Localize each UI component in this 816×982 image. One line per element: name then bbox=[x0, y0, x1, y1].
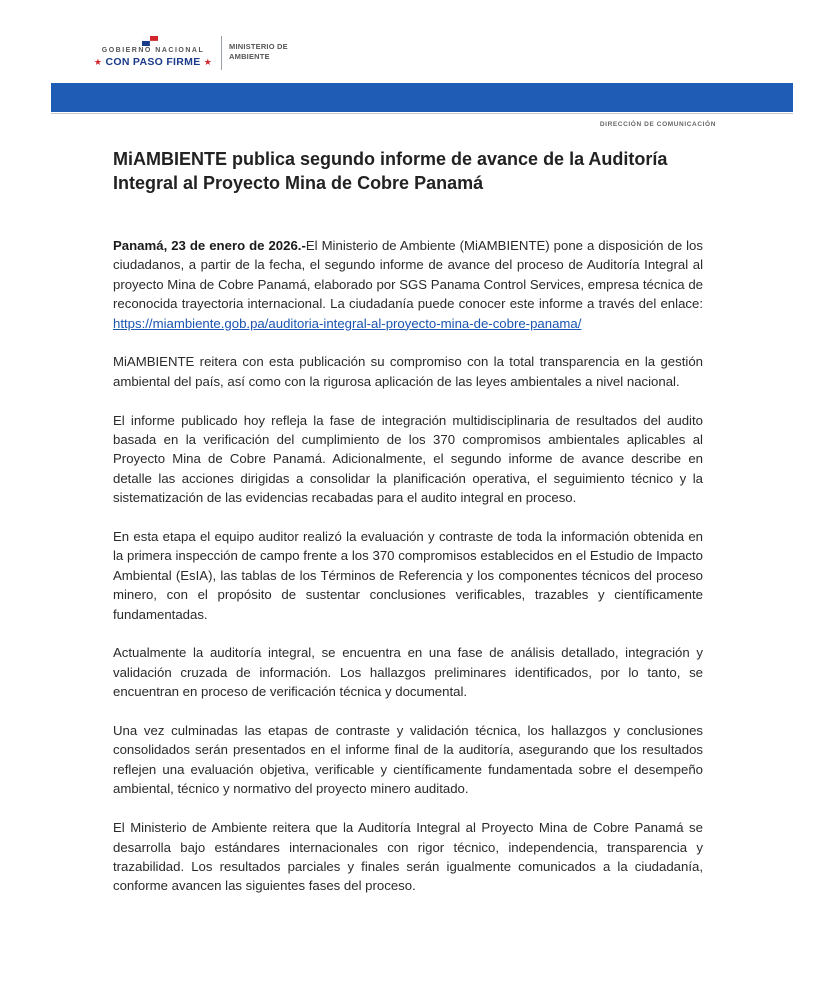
paragraph-2: MiAMBIENTE reitera con esta publicación su compromiso con la total transparencia en la gestión ambiental del país, así como con la rigurosa aplicación de las leyes ambientales a nivel nacional. bbox=[113, 354, 703, 389]
paragraph-1 bbox=[113, 236, 703, 333]
paragraph-5: Actualmente la auditoría integral, se encuentra en una fase de análisis detallado, integración y validación cruzada de información. Los hallazgos preliminares identificados, por lo tanto, se encuentran en proceso de verificación técnica y documental. bbox=[113, 645, 703, 700]
panama-flag-icon bbox=[142, 36, 158, 46]
paragraph-7: El Ministerio de Ambiente reitera que la Auditoría Integral al Proyecto Mina de Cobre Panamá se desarrolla bajo estándares internacionales con rigor técnico, independencia, transparencia y trazabilidad. Los resultados parciales y finales serán igualmente comunicados a la ciudadanía, conforme avancen las siguientes fases del proceso. bbox=[113, 820, 703, 894]
article-body bbox=[113, 236, 703, 915]
slogan-text: CON PASO FIRME bbox=[105, 56, 201, 68]
dateline: Panamá, 23 de enero de 2026.- bbox=[113, 238, 306, 253]
logo-divider bbox=[221, 36, 222, 70]
header-banner bbox=[51, 83, 793, 112]
paragraph-4: En esta etapa el equipo auditor realizó la evaluación y contraste de toda la información obtenida en la primera inspección de campo frente a los 370 compromisos establecidos en el Estudio de Impacto Ambiental (EsIA), las tablas de los Términos de Referencia y los componentes técnicos del proceso minero, con el propósito de sustentar conclusiones verificables, trazables y científicamente fundamentadas. bbox=[113, 529, 703, 622]
logo-mark bbox=[88, 34, 218, 70]
page-title: MiAMBIENTE publica segundo informe de avance de la Auditoría Integral al Proyecto Mina de Cobre Panamá bbox=[113, 149, 668, 193]
department-label: DIRECCIÓN DE COMUNICACIÓN bbox=[599, 121, 716, 128]
report-link[interactable]: https://miambiente.gob.pa/auditoria-integral-al-proyecto-mina-de-cobre-panama/ bbox=[113, 315, 582, 331]
header-divider bbox=[51, 113, 793, 114]
star-icon: ★ bbox=[93, 57, 103, 67]
government-logo bbox=[88, 34, 298, 70]
paragraph-6: Una vez culminadas las etapas de contraste y validación técnica, los hallazgos y conclusiones consolidados serán presentados en el informe final de la auditoría, asegurando que los resultados reflejen una evaluación objetiva, verificable y científicamente fundamentada sobre el desempeño ambiental, técnico y normativo del proyecto minero auditado. bbox=[113, 723, 703, 797]
star-icon: ★ bbox=[203, 57, 213, 67]
paragraph-3: El informe publicado hoy refleja la fase de integración multidisciplinaria de resultados del audito basada en la verificación del cumplimiento de los 370 compromisos ambientales aplicables al Proyecto Mina de Cobre Panamá. Adicionalmente, el segundo informe de avance describe en detalle las acciones dirigidas a consolidar la planificación operativa, el seguimiento técnico y la sistematización de las evidencias recabadas para el audito integral en proceso. bbox=[113, 412, 703, 506]
paragraph-1-text: El Ministerio de Ambiente (MiAMBIENTE) pone a disposición de los ciudadanos, a partir de la fecha, el segundo informe de avance del proceso de Auditoría Integral al proyecto Mina de Cobre Panamá, elaborado por SGS Panama Control Services, empresa técnica de reconocida trayectoria internacional. La ciudadanía puede conocer este informe a través del enlace: bbox=[113, 238, 703, 312]
ministry-name: MINISTERIO DE AMBIENTE bbox=[229, 42, 288, 61]
gov-line-text: GOBIERNO NACIONAL bbox=[101, 47, 205, 54]
slogan-row bbox=[88, 56, 218, 68]
